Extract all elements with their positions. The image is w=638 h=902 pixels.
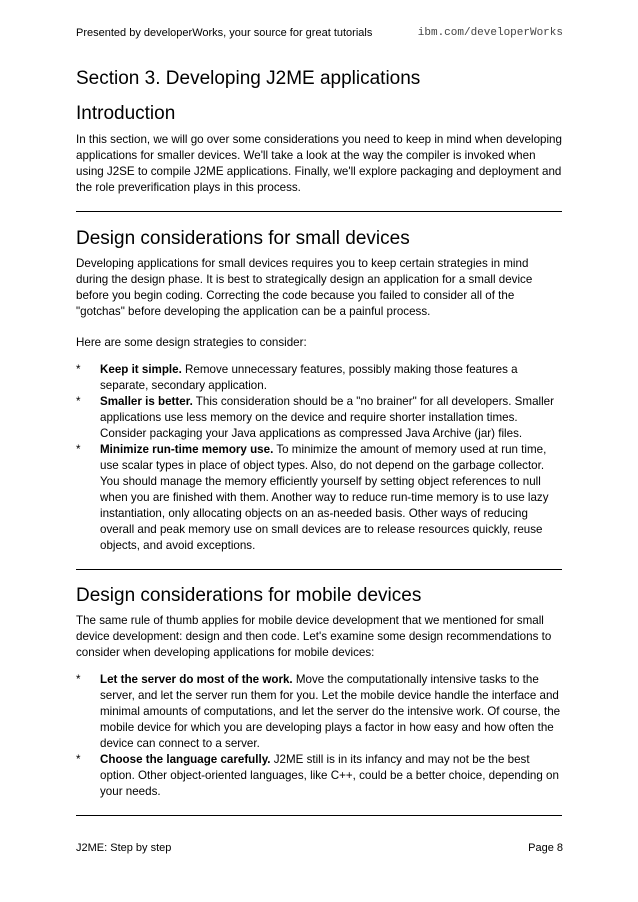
bullet: * <box>76 753 81 766</box>
divider <box>76 211 562 212</box>
mobile-devices-paragraph: The same rule of thumb applies for mobile device development that we mentioned for small device development: design and then code. Let's examine some design recommendations to consider when developing applications for mobile devices: <box>76 614 552 659</box>
item-text: Remove unnecessary features, possibly making those features a separate, secondary application. <box>100 363 518 392</box>
list-item <box>76 394 562 442</box>
mobile-devices-list <box>76 672 562 800</box>
small-devices-heading: Design considerations for small devices <box>76 228 410 249</box>
divider <box>76 569 562 570</box>
footer-title: J2ME: Step by step <box>76 842 172 854</box>
item-title: Keep it simple. <box>100 363 182 376</box>
header-site: ibm.com/developerWorks <box>417 27 563 39</box>
list-item <box>76 442 562 554</box>
small-devices-paragraph: Developing applications for small devices requires you to keep certain strategies in mind during the design phase. It is best to strategically design an application for a small device before you begin coding. Correcting the code because you failed to consider all of the "gotchas" before developing the application can be a painful process. <box>76 257 533 318</box>
item-text: Move the computationally intensive tasks to the server, and let the server run them for you. Let the mobile device handle the interface and minimal amounts of computations, and let the server do the intensive work. Of course, the mobile device for which you are developing plays a factor in how easy and how often the device can connect to a server. <box>100 673 561 750</box>
divider <box>76 815 562 816</box>
list-item <box>76 362 562 394</box>
item-title: Smaller is better. <box>100 395 193 408</box>
item-text: To minimize the amount of memory used at run time, use scalar types in place of object types. Also, do not depend on the garbage collector. You should manage the memory efficiently yourself by setting object references to null when you are finished with them. Another way to reduce run-time memory is to use lazy instantiation, only allocating objects on an as-needed basis. Other ways of reducing overall and peak memory use on small devices are to release resources quickly, reuse objects, and avoid exceptions. <box>100 443 549 552</box>
intro-heading: Introduction <box>76 103 176 124</box>
page-number: Page 8 <box>528 842 563 854</box>
list-item <box>76 752 562 800</box>
small-devices-list <box>76 362 562 554</box>
item-title: Let the server do most of the work. <box>100 673 293 686</box>
page-content <box>76 66 562 816</box>
header-tagline: Presented by developerWorks, your source for great tutorials <box>76 27 373 39</box>
bullet: * <box>76 363 81 376</box>
list-item <box>76 672 562 752</box>
intro-paragraph: In this section, we will go over some considerations you need to keep in mind when developing applications for smaller devices. We'll take a look at the way the compiler is invoked when using J2SE to compile J2ME applications. Finally, we'll explore packaging and deployment and the role preverification plays in this process. <box>76 133 562 194</box>
item-title: Choose the language carefully. <box>100 753 271 766</box>
bullet: * <box>76 673 81 686</box>
item-title: Minimize run-time memory use. <box>100 443 274 456</box>
mobile-devices-heading: Design considerations for mobile devices <box>76 585 422 606</box>
item-text: This consideration should be a "no brainer" for all developers. Smaller applications use less memory on the device and require shorter installation times. Consider packaging your Java applications as compressed Java Archive (jar) files. <box>100 395 554 440</box>
section-title: Section 3. Developing J2ME applications <box>76 68 421 89</box>
bullet: * <box>76 395 81 408</box>
page-header <box>76 27 563 43</box>
small-devices-lead: Here are some design strategies to consider: <box>76 336 307 349</box>
bullet: * <box>76 443 81 456</box>
item-text: J2ME still is in its infancy and may not be the best option. Other object-oriented languages, like C++, could be a better choice, depending on your needs. <box>100 753 559 798</box>
